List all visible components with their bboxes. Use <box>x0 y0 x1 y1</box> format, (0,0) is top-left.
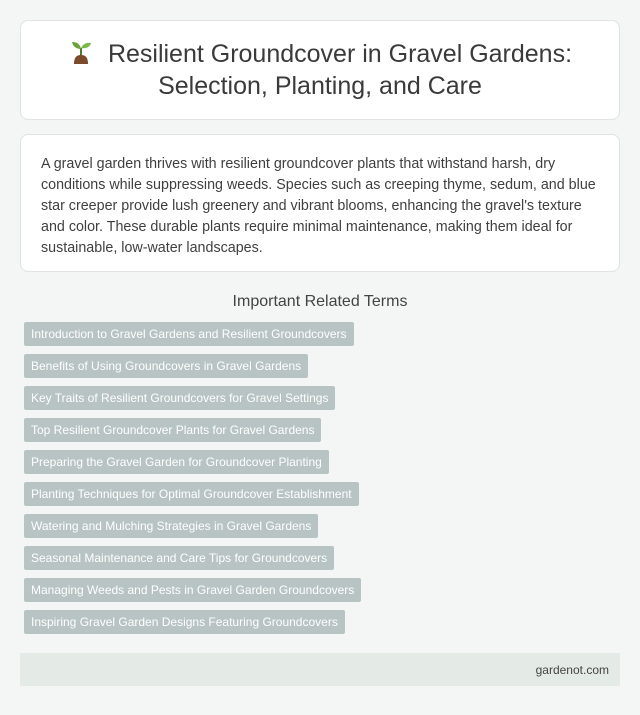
related-term-tag[interactable]: Watering and Mulching Strategies in Gravel Gardens <box>24 514 318 538</box>
related-term-item <box>24 450 620 482</box>
related-term-tag[interactable]: Key Traits of Resilient Groundcovers for Gravel Settings <box>24 386 335 410</box>
related-term-tag[interactable]: Managing Weeds and Pests in Gravel Garden Groundcovers <box>24 578 361 602</box>
related-terms-heading: Important Related Terms <box>232 293 408 310</box>
related-term-item <box>24 482 620 514</box>
related-term-tag[interactable]: Planting Techniques for Optimal Groundcover Establishment <box>24 482 359 506</box>
footer-site-link[interactable]: gardenot.com <box>535 662 609 677</box>
page-title-text: Resilient Groundcover in Gravel Gardens: Selection, Planting, and Care <box>107 40 573 100</box>
related-term-item <box>24 578 620 610</box>
page-title <box>21 38 619 102</box>
related-term-item <box>24 322 620 354</box>
related-term-tag[interactable]: Introduction to Gravel Gardens and Resilient Groundcovers <box>24 322 354 346</box>
related-term-item <box>24 610 620 642</box>
related-term-item <box>24 514 620 546</box>
title-card <box>20 20 620 120</box>
related-term-item <box>24 386 620 418</box>
related-term-tag[interactable]: Seasonal Maintenance and Care Tips for Groundcovers <box>24 546 334 570</box>
summary-text: A gravel garden thrives with resilient groundcover plants that withstand harsh, dry conditions while suppressing weeds. Species such as creeping thyme, sedum, and blue star creeper provide lush greenery and vibrant blooms, enhancing the gravel's texture and color. These durable plants require minimal maintenance, making them ideal for sustainable, low-water landscapes. <box>41 156 596 256</box>
sprout-icon <box>68 38 94 64</box>
footer <box>20 653 620 686</box>
related-term-item <box>24 418 620 450</box>
related-term-tag[interactable]: Benefits of Using Groundcovers in Gravel Gardens <box>24 354 308 378</box>
summary-card <box>20 134 620 272</box>
related-terms-list <box>20 322 620 642</box>
related-term-item <box>24 546 620 578</box>
related-term-tag[interactable]: Preparing the Gravel Garden for Groundcover Planting <box>24 450 329 474</box>
related-term-tag[interactable]: Top Resilient Groundcover Plants for Gravel Gardens <box>24 418 321 442</box>
related-term-item <box>24 354 620 386</box>
related-term-tag[interactable]: Inspiring Gravel Garden Designs Featuring Groundcovers <box>24 610 345 634</box>
